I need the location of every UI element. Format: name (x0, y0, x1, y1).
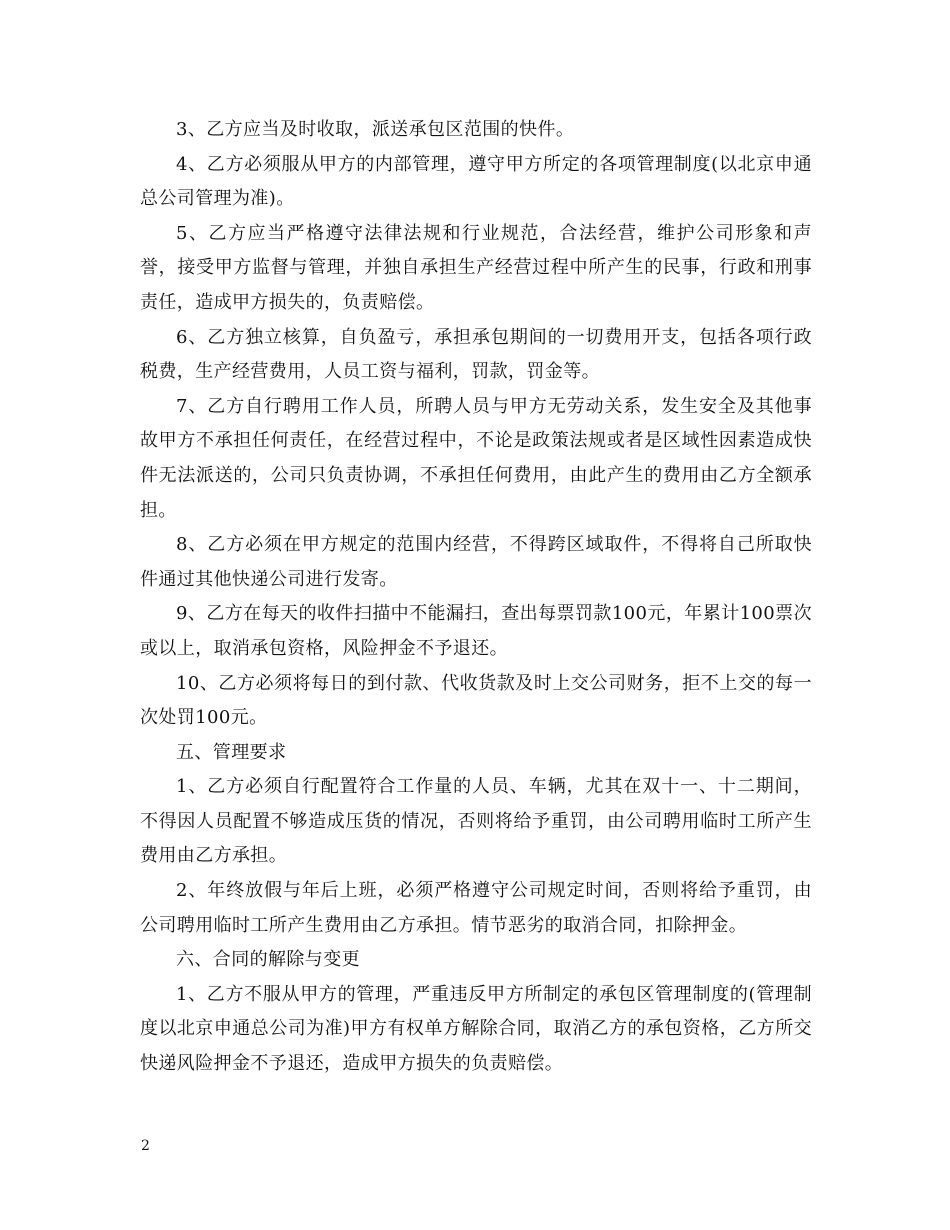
clause-5-legal-compliance: 5、乙方应当严格遵守法律法规和行业规范，合法经营，维护公司形象和声誉，接受甲方监督与管理，并独自承担生产经营过程中所产生的民事，行政和刑事责任，造成甲方损失的，负责赔偿。 (140, 222, 812, 313)
clause-6-independent-accounting: 6、乙方独立核算，自负盈亏，承担承包期间的一切费用开支，包括各项行政税费，生产经营费用，人员工资与福利，罚款，罚金等。 (140, 326, 812, 383)
management-clause-2-holiday-schedule: 2、年终放假与年后上班，必须严格遵守公司规定时间，否则将给予重罚，由公司聘用临时工所产生费用由乙方承担。情节恶劣的取消合同，扣除押金。 (140, 880, 812, 936)
page-number: 2 (141, 1138, 150, 1154)
section-heading-contract-termination: 六、合同的解除与变更 (176, 949, 360, 971)
clause-4-internal-management: 4、乙方必须服从甲方的内部管理，遵守甲方所定的各项管理制度(以北京申通总公司管理为准)。 (140, 153, 812, 210)
document-body (140, 113, 812, 1082)
clause-3-collect-deliver: 3、乙方应当及时收取，派送承包区范围的快件。 (176, 119, 575, 140)
clause-7-staff-hiring: 7、乙方自行聘用工作人员，所聘人员与甲方无劳动关系，发生安全及其他事故甲方不承担任何责任，在经营过程中，不论是政策法规或者是区域性因素造成快件无法派送的，公司只负责协调，不承担任何费用，由此产生的费用由乙方全额承担。 (140, 395, 812, 521)
management-clause-1-staffing: 1、乙方必须自行配置符合工作量的人员、车辆，尤其在双十一、十二期间，不得因人员配置不够造成压货的情况，否则将给予重罚，由公司聘用临时工所产生费用由乙方承担。 (140, 776, 812, 867)
termination-clause-1: 1、乙方不服从甲方的管理，严重违反甲方所制定的承包区管理制度的(管理制度以北京申通总公司为准)甲方有权单方解除合同，取消乙方的承包资格，乙方所交快递风险押金不予退还，造成甲方损失的负责赔偿。 (140, 983, 812, 1075)
clause-8-operating-area: 8、乙方必须在甲方规定的范围内经营，不得跨区域取件，不得将自己所取快件通过其他快递公司进行发寄。 (140, 534, 812, 590)
section-heading-management-requirements: 五、管理要求 (176, 741, 287, 763)
clause-10-payment-submission: 10、乙方必须将每日的到付款、代收货款及时上交公司财务，拒不上交的每一次处罚100元。 (140, 672, 812, 729)
clause-9-scan-penalty: 9、乙方在每天的收件扫描中不能漏扫，查出每票罚款100元，年累计100票次或以上，取消承包资格，风险押金不予退还。 (140, 603, 812, 659)
